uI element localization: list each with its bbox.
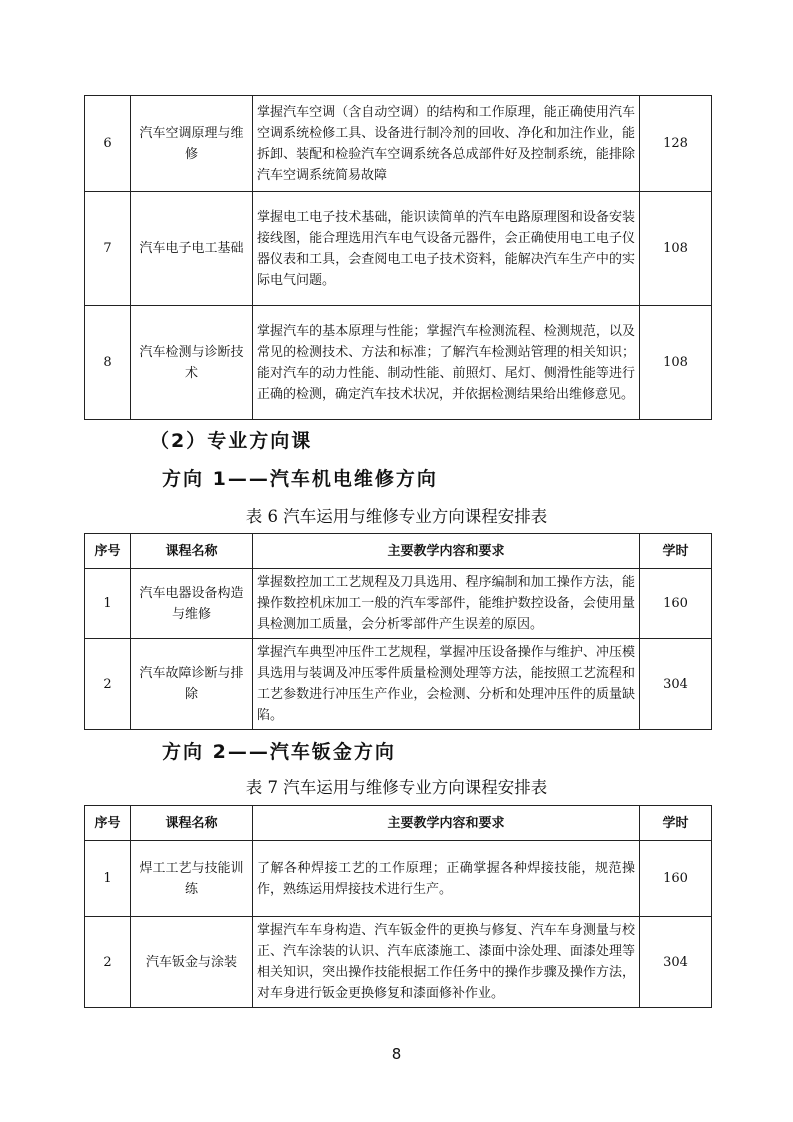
direction1-course-table [84,533,712,730]
course-content: 掌握汽车空调（含自动空调）的结构和工作原理，能正确使用汽车空调系统检修工具、设备进行制冷剂的回收、净化和加注作业，能拆卸、装配和检验汽车空调系统各总成部件好及控制系统，能排除汽车空调系统简易故障 [253,96,640,192]
course-number: 2 [85,639,131,730]
course-hours: 304 [640,917,712,1008]
header-content: 主要教学内容和要求 [253,806,640,841]
table-row [85,96,712,192]
table6-caption: 表 6 汽车运用与维修专业方向课程安排表 [245,507,548,526]
header-name: 课程名称 [131,534,253,569]
course-name: 汽车空调原理与维修 [131,96,253,192]
course-hours: 304 [640,639,712,730]
table-row [85,639,712,730]
header-name: 课程名称 [131,806,253,841]
header-hours: 学时 [640,534,712,569]
course-number: 2 [85,917,131,1008]
table-row [85,841,712,917]
course-name: 汽车检测与诊断技术 [131,306,253,420]
section-heading: （2）专业方向课 [150,430,313,452]
header-hours: 学时 [640,806,712,841]
course-hours: 128 [640,96,712,192]
course-name: 焊工工艺与技能训练 [131,841,253,917]
page-number: 8 [391,1045,402,1063]
header-number: 序号 [85,534,131,569]
course-hours: 108 [640,192,712,306]
table7-caption: 表 7 汽车运用与维修专业方向课程安排表 [245,778,548,797]
course-number: 8 [85,306,131,420]
course-number: 6 [85,96,131,192]
course-content: 掌握数控加工工艺规程及刀具选用、程序编制和加工操作方法，能操作数控机床加工一般的汽车零部件，能维护数控设备，会使用量具检测加工质量，会分析零部件产生误差的原因。 [253,569,640,639]
course-table-continued [84,95,712,420]
course-name: 汽车故障诊断与排除 [131,639,253,730]
header-content: 主要教学内容和要求 [253,534,640,569]
course-number: 1 [85,569,131,639]
course-hours: 160 [640,841,712,917]
course-content: 掌握电工电子技术基础，能识读简单的汽车电路原理图和设备安装接线图，能合理选用汽车电气设备元器件，会正确使用电工电子仪器仪表和工具，会查阅电工电子技术资料，能解决汽车生产中的实际电气问题。 [253,192,640,306]
table-row [85,569,712,639]
direction2-heading: 方向 2——汽车钣金方向 [162,741,396,763]
course-number: 7 [85,192,131,306]
direction1-heading: 方向 1——汽车机电维修方向 [162,468,438,490]
course-name: 汽车钣金与涂装 [131,917,253,1008]
course-content: 掌握汽车车身构造、汽车钣金件的更换与修复、汽车车身测量与校正、汽车涂装的认识、汽车底漆施工、漆面中涂处理、面漆处理等相关知识，突出操作技能根据工作任务中的操作步骤及操作方法，对车身进行钣金更换修复和漆面修补作业。 [253,917,640,1008]
course-number: 1 [85,841,131,917]
course-content: 掌握汽车的基本原理与性能；掌握汽车检测流程、检测规范，以及常见的检测技术、方法和标准；了解汽车检测站管理的相关知识；能对汽车的动力性能、制动性能、前照灯、尾灯、侧滑性能等进行正确的检测，确定汽车技术状况，并依据检测结果给出维修意见。 [253,306,640,420]
table-header-row [85,806,712,841]
course-name: 汽车电子电工基础 [131,192,253,306]
table-row [85,917,712,1008]
course-name: 汽车电器设备构造与维修 [131,569,253,639]
course-hours: 108 [640,306,712,420]
table-header-row [85,534,712,569]
course-content: 掌握汽车典型冲压件工艺规程，掌握冲压设备操作与维护、冲压模具选用与装调及冲压零件质量检测处理等方法，能按照工艺流程和工艺参数进行冲压生产作业，会检测、分析和处理冲压件的质量缺陷。 [253,639,640,730]
header-number: 序号 [85,806,131,841]
direction2-course-table [84,805,712,1008]
course-content: 了解各种焊接工艺的工作原理；正确掌握各种焊接技能，规范操作，熟练运用焊接技术进行生产。 [253,841,640,917]
course-hours: 160 [640,569,712,639]
table-row [85,306,712,420]
table-row [85,192,712,306]
